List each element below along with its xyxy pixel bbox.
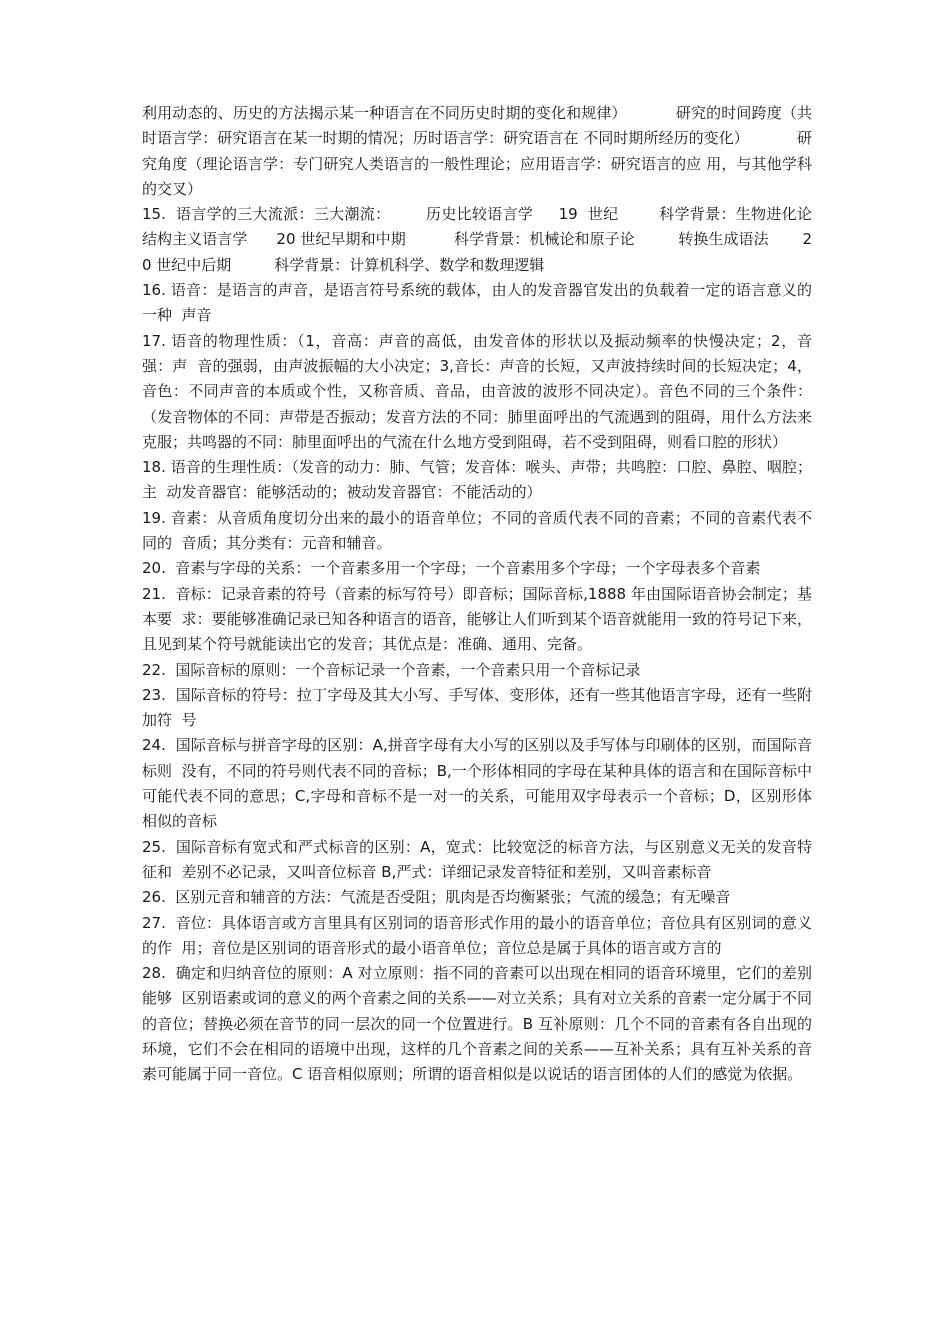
paragraph-18-physiological-properties: 18. 语音的生理性质：（发音的动力：肺、气管；发音体：喉头、声带；共鸣腔：口腔、鼻腔、咽腔；主 动发音器官：能够活动的；被动发音器官：不能活动的）	[142, 458, 812, 502]
paragraph-22-ipa-principle: 22. 国际音标的原则：一个音标记录一个音素，一个音素只用一个音标记录	[142, 660, 641, 679]
document-page	[142, 101, 855, 1088]
paragraph-24-ipa-vs-pinyin: 24. 国际音标与拼音字母的区别：A,拼音字母有大小写的区别以及手写体与印刷体的区别，而国际音标则 没有，不同的符号则代表不同的音标；B,一个形体相同的字母在某种具体的语言和在国际音标中可能代表不同的意思；C,字母和音标不是一对一的关系，可能用双字母表示一个音标；D，区别形体相似的音标	[142, 736, 812, 831]
paragraph-19-phone: 19. 音素：从音质角度切分出来的最小的语音单位；不同的音质代表不同的音素；不同的音素代表不同的 音质；其分类有：元音和辅音。	[142, 508, 812, 553]
paragraph-study-methods: 利用动态的、历史的方法揭示某一种语言在不同历史时期的变化和规律） 研究的时间跨度（共时语言学：研究语言在某一时期的情况；历时语言学：研究语言在 不同时期所经历的变化） 研究角度（理论语言学：专门研究人类语言的一般性理论；应用语言学：研究语言的应 用，与其他学科的交叉）	[142, 104, 812, 198]
paragraph-17-physical-properties: 17. 语音的物理性质：（1，音高：声音的高低，由发音体的形状以及振动频率的快慢决定；2，音强：声 音的强弱，由声波振幅的大小决定；3,音长：声音的长短，又声波持续时间的长短决定；4，音色：不同声音的本质或个性，又称音质、音品，由音波的波形不同决定）。音色不同的三个条件：（发音物体的不同：声带是否振动；发音方法的不同：肺里面呼出的气流遇到的阻碍，用什么方法来克服；共鸣器的不同：肺里面呼出的气流在什么地方受到阻碍，若不受到阻碍，则看口腔的形状）	[142, 331, 812, 451]
paragraph-27-phoneme: 27. 音位：具体语言或方言里具有区别词的语音形式作用的最小的语音单位；音位具有区别词的意义的作 用；音位是区别词的语音形式的最小语音单位；音位总是属于具体的语言或方言的	[142, 913, 812, 957]
paragraph-26-vowel-consonant: 26. 区别元音和辅音的方法：气流是否受阻；肌肉是否均衡紧张；气流的缓急；有无噪音	[142, 888, 731, 907]
paragraph-15-three-schools: 15. 语言学的三大流派：三大潮流： 历史比较语言学 19 世纪 科学背景：生物进化论 结构主义语言学 20 世纪早期和中期 科学背景：机械论和原子论 转换生成语法 20 世纪中后期 科学背景：计算机科学、数学和数理逻辑	[142, 205, 855, 274]
paragraph-20-phone-letter-relation: 20. 音素与字母的关系：一个音素多用一个字母；一个音素用多个字母；一个字母表多个音素	[142, 559, 761, 578]
paragraph-28-phoneme-principles: 28. 确定和归纳音位的原则：A 对立原则：指不同的音素可以出现在相同的语音环境里，它们的差别能够 区别语素或词的意义的两个音素之间的关系——对立关系；具有对立关系的音素一定分属于不同的音位；替换必须在音节的同一层次的同一个位置进行。B 互补原则：几个不同的音素有各自出现的环境，它们不会在相同的语境中出现，这样的几个音素之间的关系——互补关系；具有互补关系的音素可能属于同一音位。C 语音相似原则；所谓的语音相似是以说话的语言团体的人们的感觉为依据。	[142, 964, 812, 1084]
paragraph-25-broad-narrow: 25. 国际音标有宽式和严式标音的区别：A，宽式：比较宽泛的标音方法，与区别意义无关的发音特征和 差别不必记录，又叫音位标音 B,严式：详细记录发音特征和差别，又叫音素标音	[142, 837, 812, 881]
paragraph-21-phonetic-symbols: 21. 音标：记录音素的符号（音素的标写符号）即音标；国际音标,1888 年由国际语音协会制定；基本要 求：要能够准确记录已知各种语言的语音，能够让人们听到某个语音就能用一致的符号记下来，且见到某个符号就能读出它的发音；其优点是：准确、通用、完备。	[142, 584, 812, 654]
paragraph-16-speech-sound: 16. 语音：是语言的声音，是语言符号系统的载体，由人的发音器官发出的负载着一定的语言意义的一种 声音	[142, 281, 812, 325]
paragraph-23-ipa-symbols: 23. 国际音标的符号：拉丁字母及其大小写、手写体、变形体，还有一些其他语言字母，还有一些附加符 号	[142, 685, 812, 730]
